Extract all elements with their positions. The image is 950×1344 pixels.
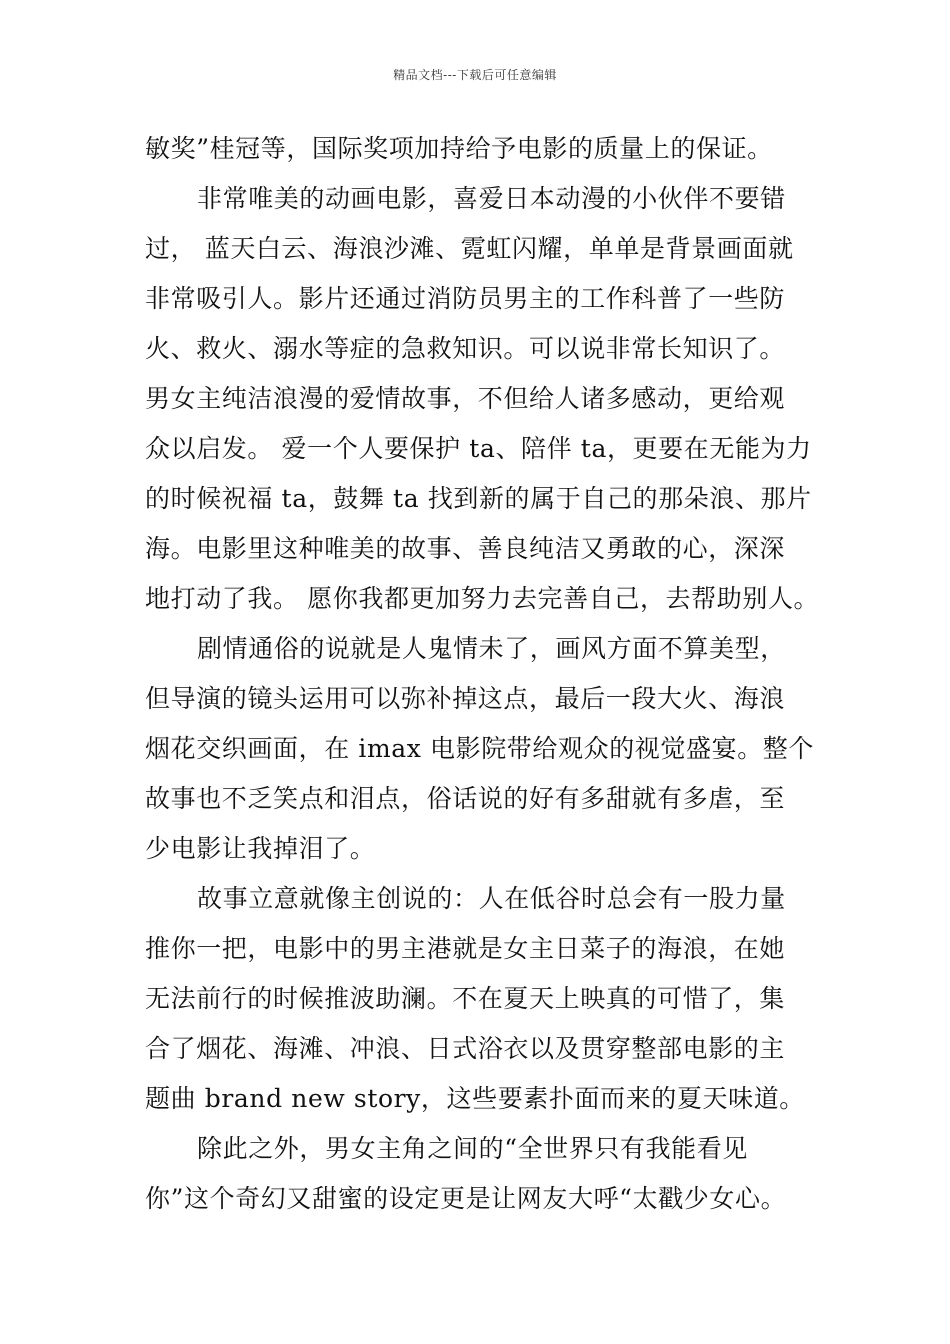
text-line: 敏奖”桂冠等，国际奖项加持给予电影的质量上的保证。: [145, 134, 773, 163]
page-header: 精品文档---下载后可任意编辑: [393, 68, 557, 82]
text-line: 海。电影里这种唯美的故事、善良纯洁又勇敢的心，深深: [145, 534, 786, 563]
text-line: 题曲 brand new story，这些要素扑面而来的夏天味道。: [145, 1084, 805, 1113]
text-line: 火、救火、溺水等症的急救知识。可以说非常长知识了。: [145, 334, 786, 363]
text-line: 地打动了我。 愿你我都更加努力去完善自己，去帮助别人。: [145, 584, 820, 613]
paragraph: [145, 174, 820, 624]
text-line: 众以启发。 爱一个人要保护 ta、陪伴 ta，更要在无能为力: [145, 434, 812, 463]
text-line: 无法前行的时候推波助澜。不在夏天上映真的可惜了，集: [145, 984, 786, 1013]
paragraph: [145, 874, 805, 1124]
paragraph: [145, 124, 805, 174]
text-line: 男女主纯洁浪漫的爱情故事，不但给人诸多感动，更给观: [145, 384, 786, 413]
text-line: 非常吸引人。影片还通过消防员男主的工作科普了一些防: [145, 284, 786, 313]
text-line: 推你一把，电影中的男主港就是女主日菜子的海浪，在她: [145, 934, 786, 963]
text-line: 但导演的镜头运用可以弥补掉这点，最后一段大火、海浪: [145, 684, 786, 713]
text-line: 你”这个奇幻又甜蜜的设定更是让网友大呼“太戳少女心。: [145, 1184, 787, 1213]
text-line: 非常唯美的动画电影，喜爱日本动漫的小伙伴不要错: [197, 184, 786, 213]
text-line: 烟花交织画面，在 imax 电影院带给观众的视觉盛宴。整个: [145, 734, 815, 763]
text-line: 除此之外，男女主角之间的“全世界只有我能看见: [197, 1134, 748, 1163]
paragraph: [145, 1124, 805, 1224]
text-line: 剧情通俗的说就是人鬼情未了，画风方面不算美型，: [197, 634, 786, 663]
document-body: [145, 124, 820, 1224]
text-line: 合了烟花、海滩、冲浪、日式浴衣以及贯穿整部电影的主: [145, 1034, 786, 1063]
text-line: 少电影让我掉泪了。: [145, 834, 376, 863]
text-line: 的时候祝福 ta，鼓舞 ta 找到新的属于自己的那朵浪、那片: [145, 484, 812, 513]
text-line: 故事也不乏笑点和泪点，俗话说的好有多甜就有多虐，至: [145, 784, 786, 813]
text-line: 故事立意就像主创说的：人在低谷时总会有一股力量: [197, 884, 786, 913]
paragraph: [145, 624, 815, 874]
text-line: 过， 蓝天白云、海浪沙滩、霓虹闪耀，单单是背景画面就: [145, 234, 794, 263]
